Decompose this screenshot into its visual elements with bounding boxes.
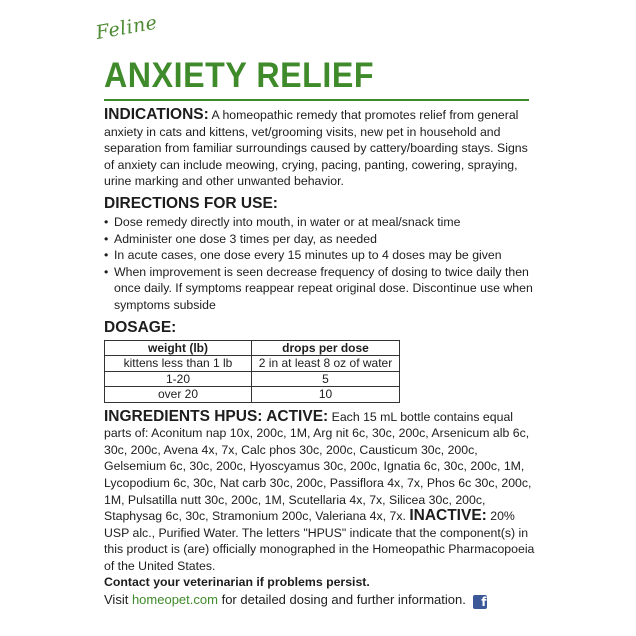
indications-text: A homeopathic remedy that promotes relief from general anxiety in cats and kittens, vet/grooming visits, new pet in household and separation from familiar surroundings caused by cattery/boarding stays. Signs of anxiety can include meowing, crying, pacing, panting, cowering, spraying, urine marking and other unwanted behavior.: [104, 108, 528, 189]
inactive-ingredients-text: 20% USP alc., Purified Water. The letters "HPUS" indicate that the component(s) in this product is (are) officially monographed in the Homeopathic Pharmacopoeia of the United States.: [104, 509, 535, 573]
inactive-heading: INACTIVE:: [409, 507, 487, 525]
active-ingredients-text: Each 15 mL bottle contains equal parts of: Aconitum nap 10x, 200c, 1M, Arg nit 6c, 30c, 200c, Arsenicum alb 6c, 30c, 200c, Avena 4x, 7x, Calc phos 30c, 200c, Causticum 30c, 200c, Gelsemium 6c, 30c, 200c, Hyoscyamus 30c, 200c, Ignatia 6c, 30c, 200c, 1M, Lycopodium 6c, 30c, Nat carb 30c, 200c, Passiflora 4x, 7x, Phos 6c 30c, 200c, 1M, Pulsatilla nutt 30c, 200c, 1M, Scutellaria 4x, 7x, Silicea 30c, 200c, Staphysag 6c, 30c, Stramonium 200c, Valeriana 4x, 7x.: [104, 409, 532, 524]
table-cell: 2 in at least 8 oz of water: [252, 356, 400, 372]
visit-prefix: Visit: [104, 592, 129, 608]
table-cell: 5: [252, 371, 400, 387]
indications-heading: INDICATIONS:: [104, 106, 209, 123]
column-header-weight: weight (lb): [105, 340, 252, 356]
table-cell: 10: [252, 387, 400, 403]
visit-line: [104, 591, 536, 609]
table-row: [105, 371, 400, 387]
direction-item: • Administer one dose 3 times per day, as needed: [104, 231, 536, 248]
visit-suffix: for detailed dosing and further information.: [221, 592, 466, 608]
table-row: [105, 356, 400, 372]
ingredients-heading: INGREDIENTS HPUS: ACTIVE:: [104, 407, 329, 425]
direction-item: • Dose remedy directly into mouth, in water or at meal/snack time: [104, 214, 536, 231]
table-row: [105, 387, 400, 403]
dosage-heading: DOSAGE:: [104, 318, 177, 336]
dosage-table: [104, 340, 400, 403]
label-content: [104, 107, 536, 609]
website-link[interactable]: homeopet.com: [131, 592, 218, 608]
table-cell: kittens less than 1 lb: [105, 356, 252, 372]
ingredients-section: [104, 409, 536, 575]
table-cell: over 20: [105, 387, 252, 403]
table-cell: 1-20: [105, 371, 252, 387]
direction-item: • In acute cases, one dose every 15 minutes up to 4 doses may be given: [104, 247, 536, 264]
table-header-row: [105, 340, 400, 356]
column-header-drops: drops per dose: [252, 340, 400, 356]
facebook-icon[interactable]: f: [473, 595, 487, 609]
brand-name: Feline: [94, 11, 160, 45]
title-divider: [104, 99, 529, 101]
product-title: ANXIETY RELIEF: [104, 56, 375, 95]
directions-list: [104, 214, 536, 314]
directions-heading: DIRECTIONS FOR USE:: [104, 194, 278, 212]
contact-note: Contact your veterinarian if problems persist.: [104, 575, 370, 590]
direction-item: • When improvement is seen decrease frequency of dosing to twice daily then once daily. If symptoms reappear repeat original dose. Discontinue use when symptoms subside: [104, 264, 536, 314]
indications-section: [104, 107, 536, 190]
